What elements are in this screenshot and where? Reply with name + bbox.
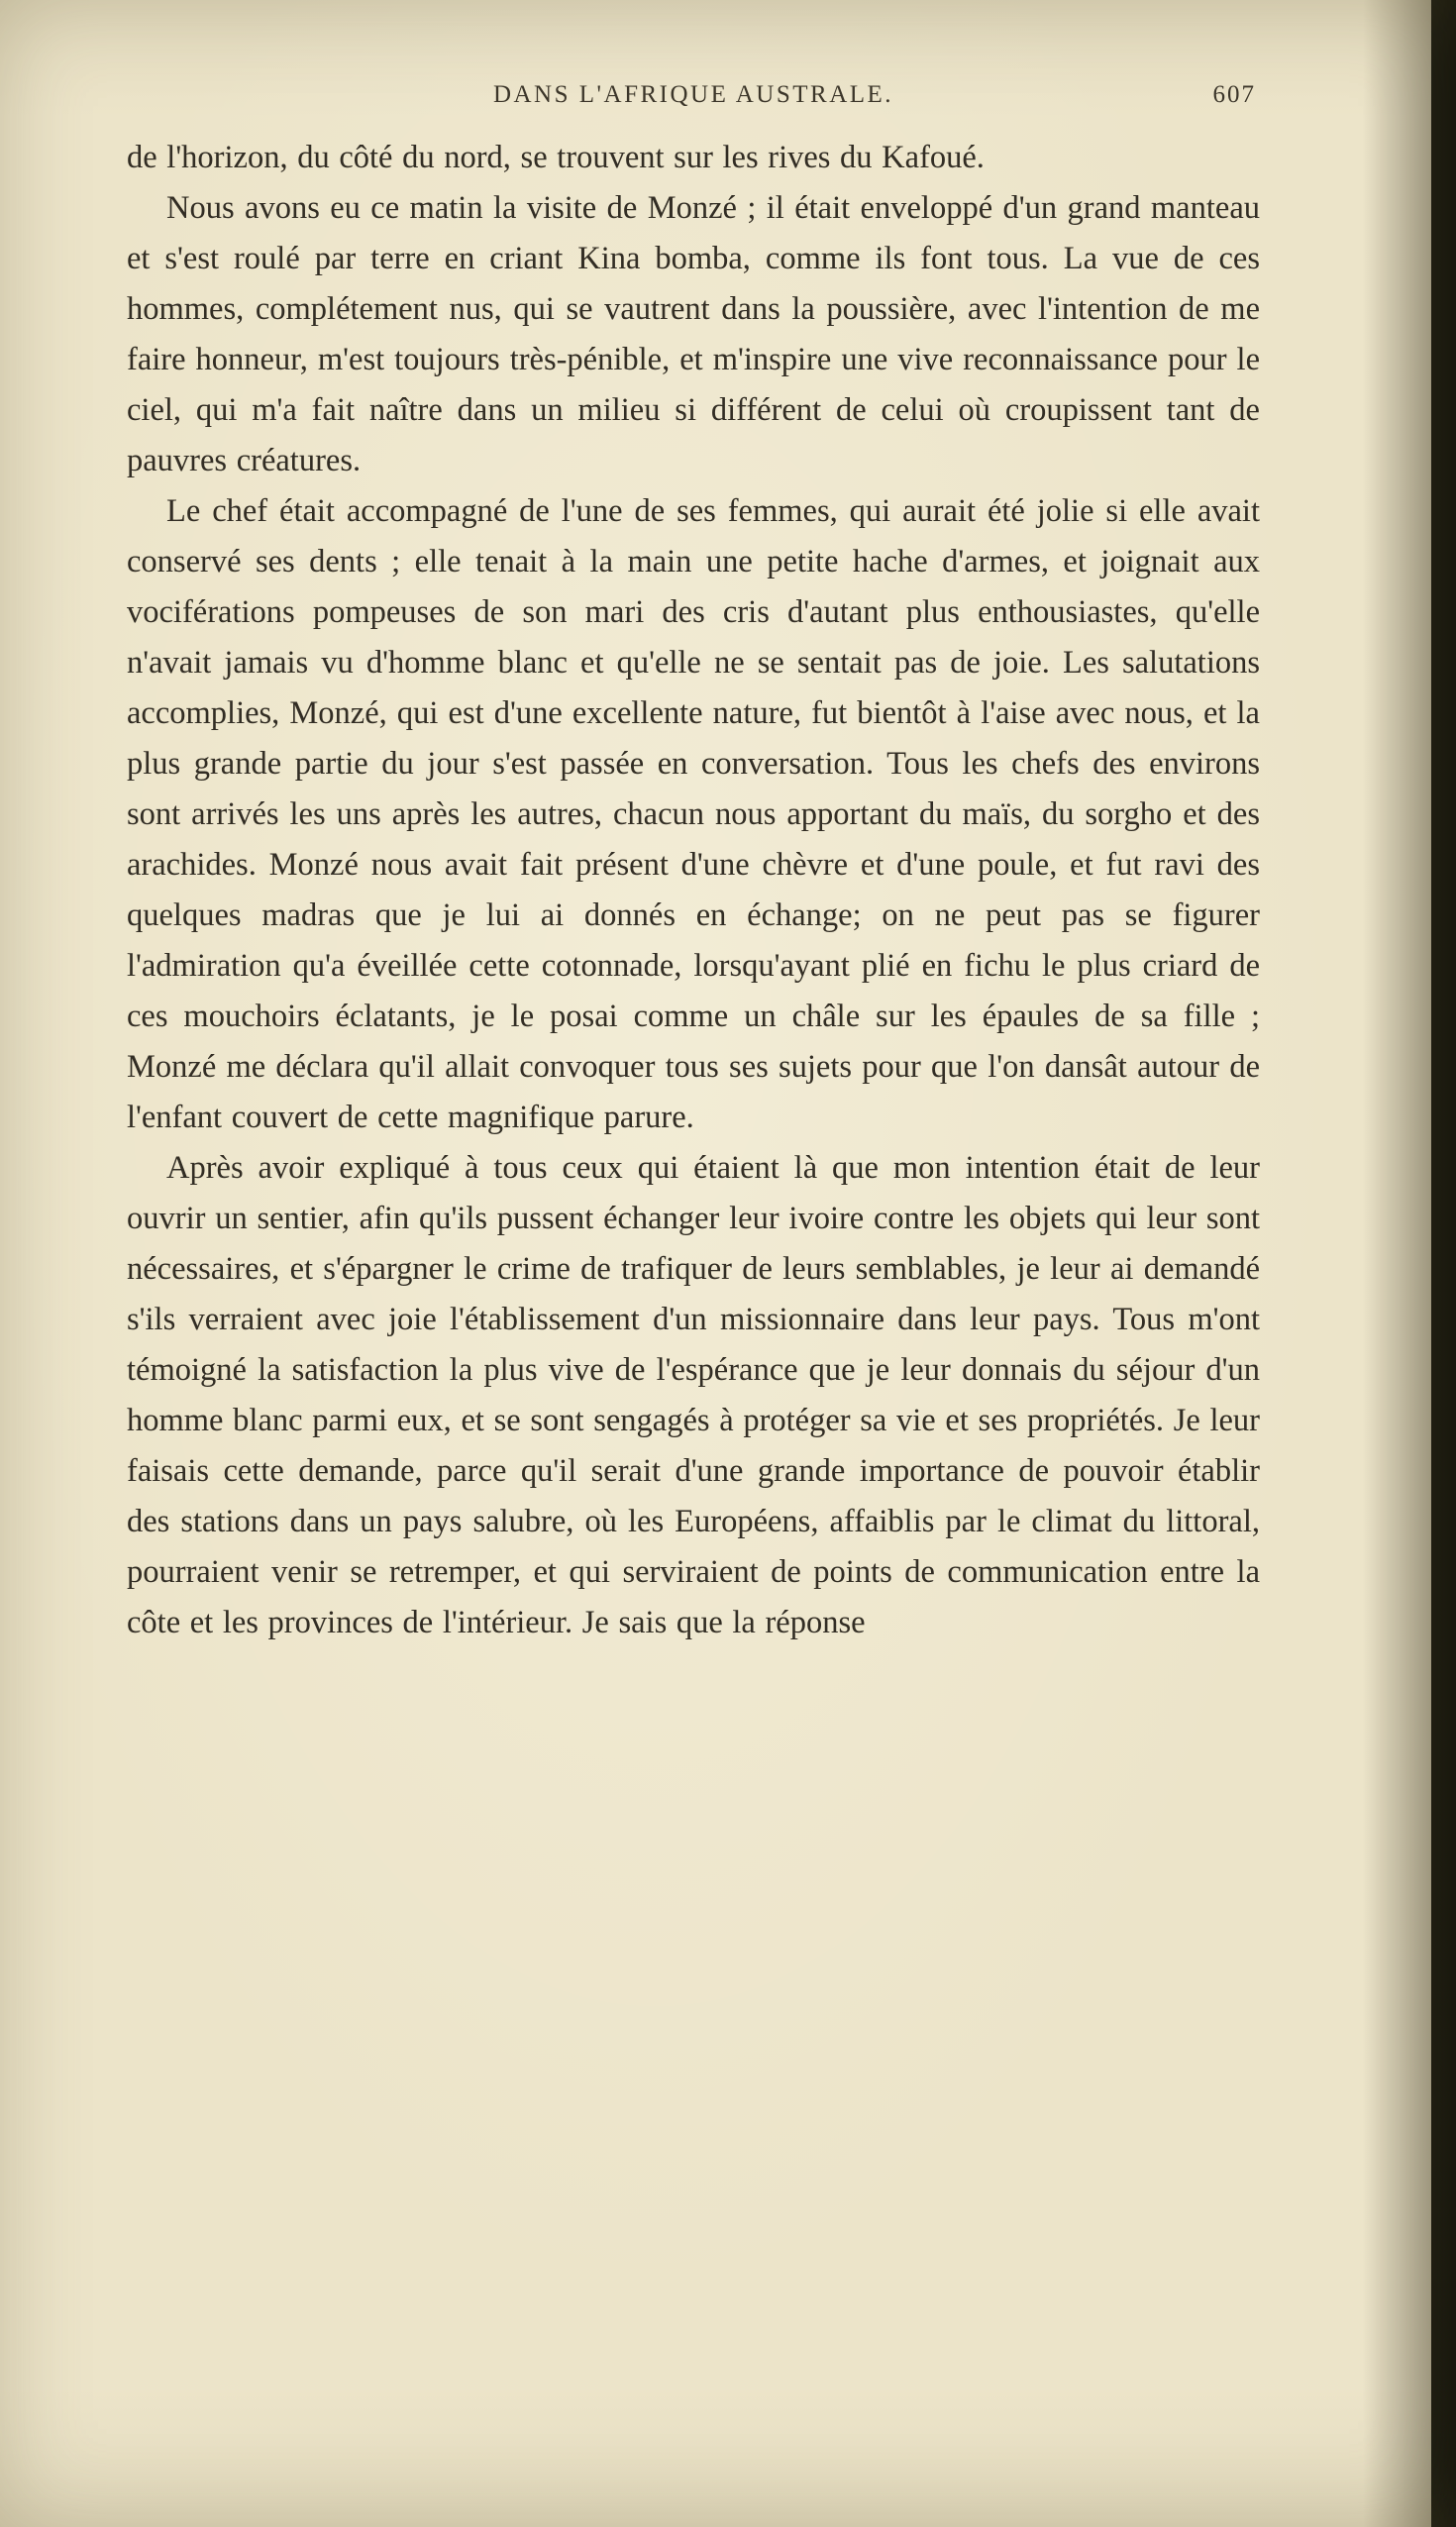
running-header bbox=[127, 79, 1260, 113]
page-text bbox=[127, 133, 1260, 1648]
scan-dark-edge bbox=[1431, 0, 1456, 2527]
text-column bbox=[127, 79, 1260, 1648]
paragraph: Après avoir expliqué à tous ceux qui étaient là que mon intention était de leur ouvrir un sentier, afin qu'ils pussent échanger leur ivoire contre les objets qui leur sont nécessaires, et s'épargner le crime de trafiquer de leurs semblables, je leur ai demandé s'ils verraient avec joie l'établissement d'un missionnaire dans leur pays. Tous m'ont témoigné la satisfaction la plus vive de l'espérance que je leur donnais du séjour d'un homme blanc parmi eux, et se sont sengagés à protéger sa vie et ses propriétés. Je leur faisais cette demande, parce qu'il serait d'une grande importance de pouvoir établir des stations dans un pays salubre, où les Européens, affaiblis par le climat du littoral, pourraient venir se retremper, et qui serviraient de points de communication entre la côte et les provinces de l'intérieur. Je sais que la réponse bbox=[127, 1150, 1260, 1640]
page-number: 607 bbox=[1212, 81, 1256, 108]
page-curvature-shadow bbox=[1363, 0, 1432, 2527]
paragraph: Nous avons eu ce matin la visite de Monzé ; il était enveloppé d'un grand manteau et s'est roulé par terre en criant Kina bomba, comme ils font tous. La vue de ces hommes, complétement nus, qui se vautrent dans la poussière, avec l'intention de me faire honneur, m'est toujours très-pénible, et m'inspire une vive reconnaissance pour le ciel, qui m'a fait naître dans un milieu si différent de celui où croupissent tant de pauvres créatures. bbox=[127, 190, 1260, 478]
paragraph: Le chef était accompagné de l'une de ses femmes, qui aurait été jolie si elle avait conservé ses dents ; elle tenait à la main une petite hache d'armes, et joignait aux vociférations pompeuses de son mari des cris d'autant plus enthousiastes, qu'elle n'avait jamais vu d'homme blanc et qu'elle ne se sentait pas de joie. Les salutations accomplies, Monzé, qui est d'une excellente nature, fut bientôt à l'aise avec nous, et la plus grande partie du jour s'est passée en conversation. Tous les chefs des environs sont arrivés les uns après les autres, chacun nous apportant du maïs, du sorgho et des arachides. Monzé nous avait fait présent d'une chèvre et d'une poule, et fut ravi des quelques madras que je lui ai donnés en échange; on ne peut pas se figurer l'admiration qu'a éveillée cette cotonnade, lorsqu'ayant plié en fichu le plus criard de ces mouchoirs éclatants, je le posai comme un châle sur les épaules de sa fille ; Monzé me déclara qu'il allait convoquer tous ses sujets pour que l'on dansât autour de l'enfant couvert de cette magnifique parure. bbox=[127, 493, 1260, 1135]
running-header-title: DANS L'AFRIQUE AUSTRALE. bbox=[492, 81, 894, 108]
paragraph-continuation: de l'horizon, du côté du nord, se trouvent sur les rives du Kafoué. bbox=[127, 140, 985, 175]
